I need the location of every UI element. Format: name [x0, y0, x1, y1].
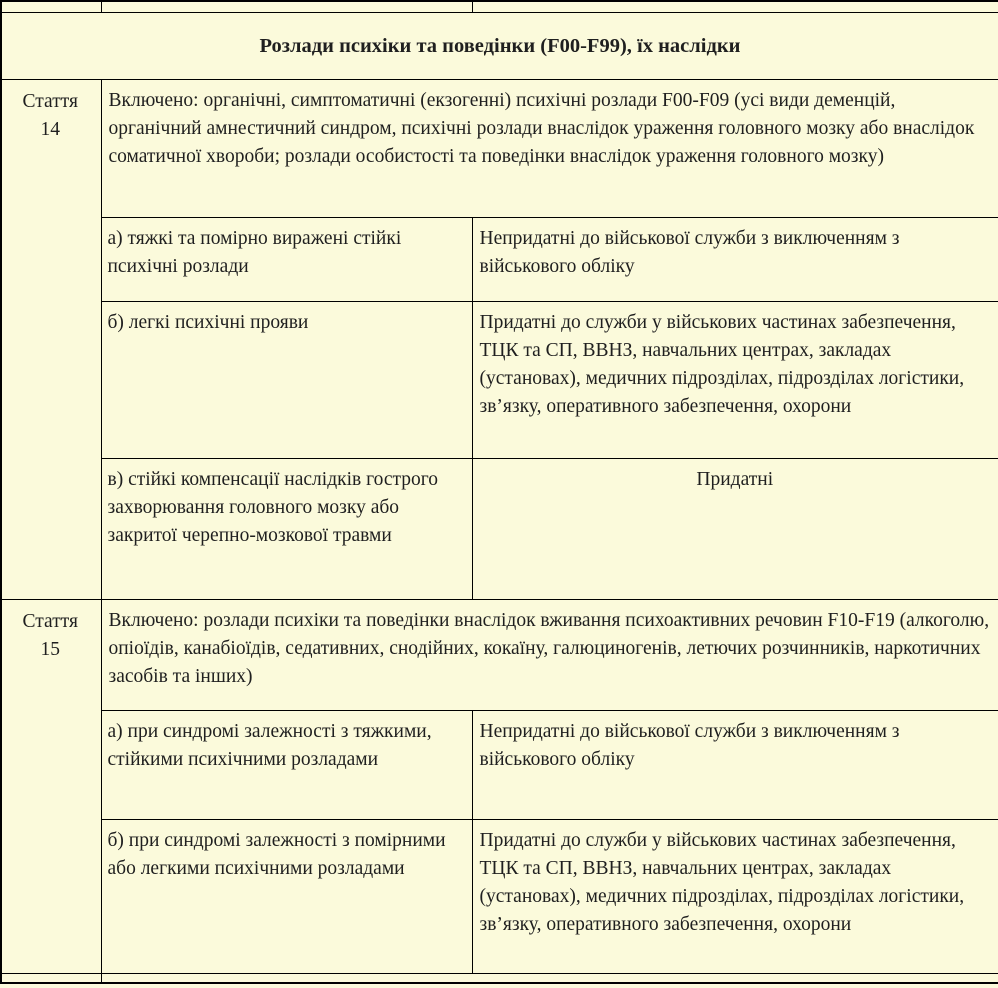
verdict-cell: Придатні до служби у військових частинах забезпечення, ТЦК та СП, ВВНЗ, навчальних центрах, закладах (установах), медичних підрозділах, підрозділах логістики, зв’язку, оперативного забезпечення, охорони [472, 302, 998, 459]
article-number: 15 [40, 639, 60, 660]
criterion-cell: а) тяжкі та помірно виражені стійкі психічні розлади [101, 218, 472, 302]
verdict-cell: Придатні до служби у військових частинах забезпечення, ТЦК та СП, ВВНЗ, навчальних центрах, закладах (установах), медичних підрозділах, підрозділах логістики, зв’язку, оперативного забезпечення, охорони [472, 820, 998, 974]
article-label: Стаття [22, 91, 78, 112]
partial-cell [101, 1, 472, 13]
article-number: 14 [40, 119, 60, 140]
article-14-main-row [1, 80, 998, 218]
verdict-cell: Непридатні до військової служби з виключенням з військового обліку [472, 711, 998, 820]
criterion-cell: а) при синдромі залежності з тяжкими, стійкими психічними розладами [101, 711, 472, 820]
article-15-included-cell: Включено: розлади психіки та поведінки внаслідок вживання психоактивних речовин F10-F19 (алкоголю, опіоїдів, канабіоїдів, седативних, снодійних, кокаїну, галюциногенів, летючих розчинників, наркотичних засобів та інших) [101, 600, 998, 711]
article-label: Стаття [22, 611, 78, 632]
section-header-title: Розлади психіки та поведінки (F00-F99), їх наслідки [1, 13, 998, 80]
article-15-main-row [1, 600, 998, 711]
article-14-item-b-row [1, 302, 998, 459]
criterion-cell: б) легкі психічні прояви [101, 302, 472, 459]
article-14-item-a-row [1, 218, 998, 302]
article-15-number-cell [1, 600, 101, 974]
article-14-item-v-row [1, 459, 998, 600]
article-15-item-b-row [1, 820, 998, 974]
partial-cell [472, 1, 998, 13]
article-14-included-cell: Включено: органічні, симптоматичні (екзогенні) психічні розлади F00-F09 (усі види деменцій, органічний амнестичний синдром, психічні розлади внаслідок ураження головного мозку або внаслідок соматичної хвороби; розлади особистості та поведінки внаслідок ураження головного мозку) [101, 80, 998, 218]
partial-cell [101, 974, 998, 984]
partial-row-bottom [1, 974, 998, 984]
section-header-row [1, 13, 998, 80]
article-14-number-cell [1, 80, 101, 600]
article-15-item-a-row [1, 711, 998, 820]
verdict-cell: Придатні [472, 459, 998, 600]
partial-cell [1, 974, 101, 984]
partial-cell [1, 1, 101, 13]
verdict-cell: Непридатні до військової служби з виключенням з військового обліку [472, 218, 998, 302]
criterion-cell: в) стійкі компенсації наслідків гострого захворювання головного мозку або закритої черепно-мозкової травми [101, 459, 472, 600]
partial-row-top [1, 1, 998, 13]
criterion-cell: б) при синдромі залежності з помірними або легкими психічними розладами [101, 820, 472, 974]
